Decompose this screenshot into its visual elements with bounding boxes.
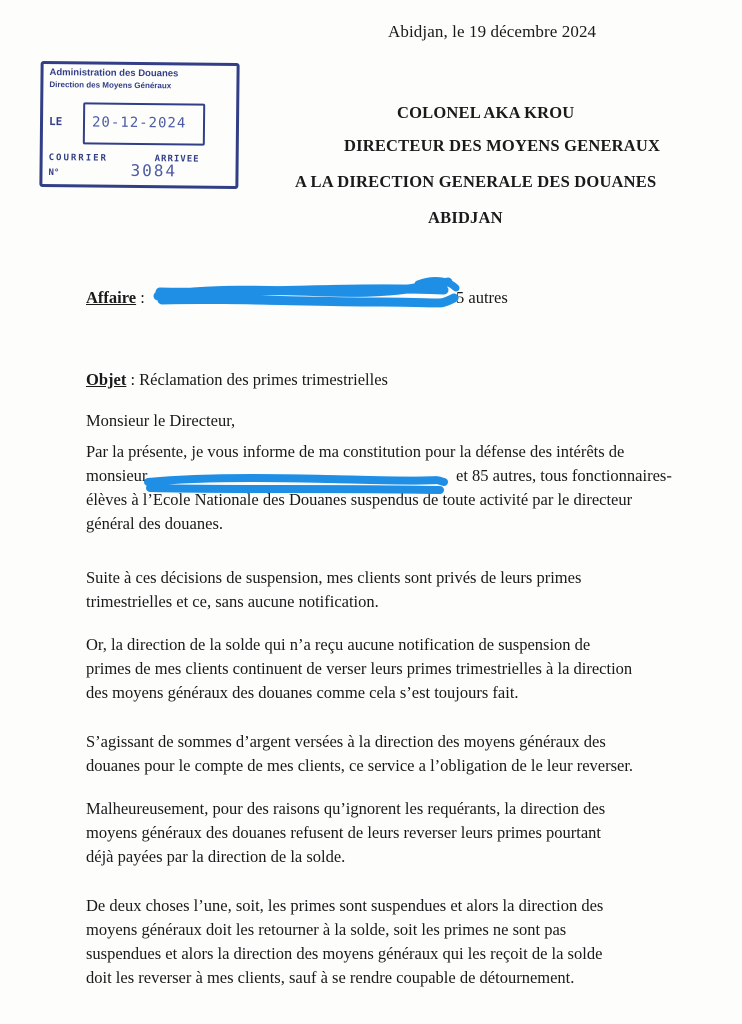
p3-line: Or, la direction de la solde qui n’a reçu aucune notification de suspension de — [86, 635, 591, 654]
stamp-no: N° — [48, 168, 60, 179]
paragraph-2 — [86, 566, 738, 614]
p1-line: Par la présente, je vous informe de ma constitution pour la défense des intérêts de — [86, 442, 625, 461]
stamp-date: 20-12-2024 — [91, 114, 187, 132]
p6-line: De deux choses l’une, soit, les primes sont suspendues et alors la direction des — [86, 896, 604, 915]
addressee-line3: A LA DIRECTION GENERALE DES DOUANES — [295, 172, 657, 191]
stamp-line2: Direction des Moyens Généraux — [49, 80, 172, 91]
redaction-scribble — [140, 468, 452, 498]
reception-stamp — [39, 61, 239, 189]
p1-line: général des douanes. — [86, 514, 223, 533]
stamp-courrier: COURRIER — [48, 153, 109, 164]
salutation: Monsieur le Directeur, — [86, 411, 236, 430]
addressee-line4: ABIDJAN — [428, 208, 503, 227]
p2-line: trimestrielles et ce, sans aucune notification. — [86, 592, 379, 611]
addressee-line1: COLONEL AKA KROU — [397, 103, 575, 122]
affaire-tail: 5 autres — [456, 288, 508, 307]
p3-line: des moyens généraux des douanes comme cela s’est toujours fait. — [86, 683, 519, 702]
p5-line: Malheureusement, pour des raisons qu’ignorent les requérants, la direction des — [86, 799, 606, 818]
p6-line: doit les reverser à mes clients, sauf à se rendre coupable de détournement. — [86, 968, 575, 987]
objet-text: : Réclamation des primes trimestrielles — [126, 370, 388, 389]
paragraph-3 — [86, 633, 738, 705]
p3-line: primes de mes clients continuent de verser leurs primes trimestrielles à la direction — [86, 659, 633, 678]
addressee-line2: DIRECTEUR DES MOYENS GENERAUX — [344, 136, 661, 155]
redaction-scribble — [148, 276, 464, 314]
paragraph-6 — [86, 894, 738, 990]
p1-line-tail: et 85 autres, tous fonctionnaires- — [456, 466, 672, 485]
stamp-number: 3084 — [130, 160, 178, 181]
p4-line: douanes pour le compte de mes clients, ce service a l’obligation de le leur reverser. — [86, 756, 634, 775]
affaire-sep: : — [136, 288, 145, 307]
p4-line: S’agissant de sommes d’argent versées à la direction des moyens généraux des — [86, 732, 606, 751]
p6-line: moyens généraux doit les retourner à la solde, soit les primes ne sont pas — [86, 920, 567, 939]
stamp-arrivee: ARRIVEE — [154, 154, 200, 165]
paragraph-4 — [86, 730, 738, 778]
p1-line: monsieur — [86, 466, 148, 485]
affaire-label: Affaire — [86, 288, 137, 307]
stamp-le: LE — [48, 115, 63, 129]
p5-line: moyens généraux des douanes refusent de leurs reverser leurs primes pourtant — [86, 823, 601, 842]
paragraph-5 — [86, 797, 738, 869]
p1-line: élèves à l’Ecole Nationale des Douanes suspendus de toute activité par le directeur — [86, 490, 633, 509]
objet-line — [86, 370, 388, 390]
p2-line: Suite à ces décisions de suspension, mes clients sont privés de leurs primes — [86, 568, 582, 587]
stamp-line1: Administration des Douanes — [49, 67, 179, 80]
p6-line: suspendues et alors la direction des moyens généraux qui les reçoit de la solde — [86, 944, 603, 963]
p5-line: déjà payées par la direction de la solde. — [86, 847, 346, 866]
date-line: Abidjan, le 19 décembre 2024 — [388, 22, 597, 41]
objet-label: Objet — [86, 370, 127, 389]
